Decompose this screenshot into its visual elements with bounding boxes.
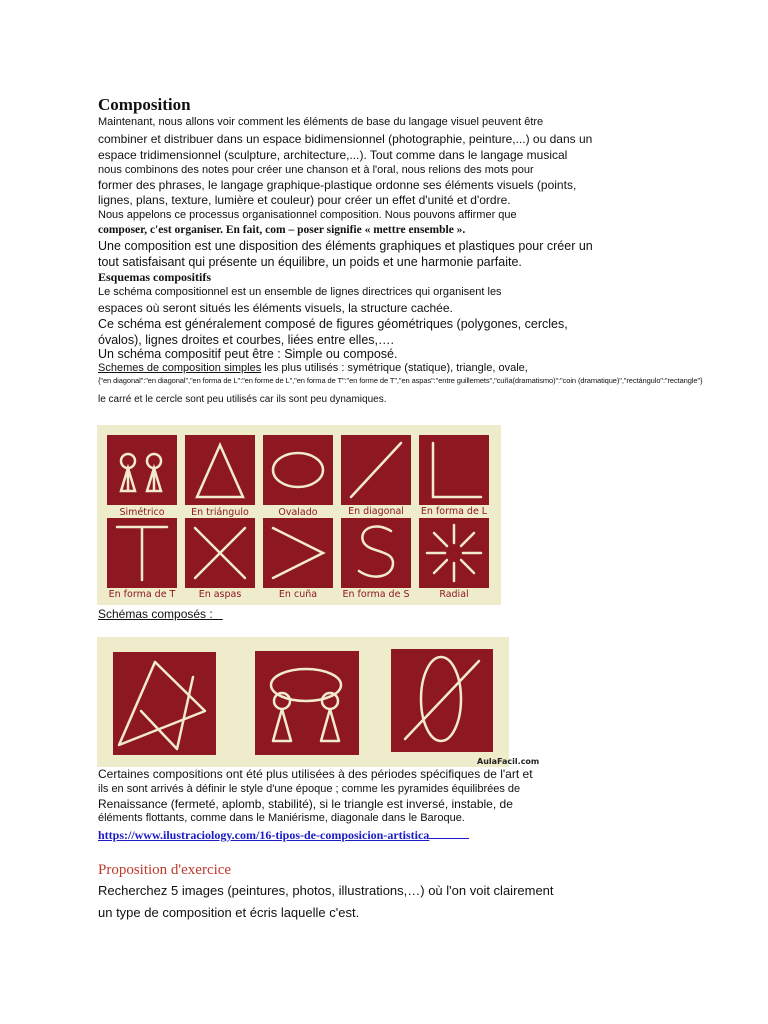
label-forma-l: En forma de L [420,506,488,517]
tile-composed-triangles [113,652,216,755]
definition-line-2: tout satisfaisant qui présente un équilibre, un poids et une harmonie parfaite. [98,255,522,269]
schema-line-5: Un schéma compositif peut être : Simple ou composé. [98,347,398,361]
rare-shapes-line: le carré et le cercle sont peu utilisés car ils sont peu dynamiques. [98,394,387,405]
period-line-3: Renaissance (fermeté, aplomb, stabilité), si le triangle est inversé, instable, de [98,797,513,811]
label-forma-t: En forma de T [108,589,176,600]
intro-line-5: former des phrases, le langage graphique-plastique ordonne ses éléments visuels (points, [98,178,577,192]
bold-definition-line: composer, c'est organiser. En fait, com – poser signifie « mettre ensemble ». [98,224,466,236]
composed-schemes-svg [97,637,540,767]
translation-line: {"en diagonal":"en diagonal","en forma de L":"en forme de L","en forma de T":"en forme de T","en aspas":"entre guillemets","cuña(dramatismo)":"coin (dramatique)","rectángulo":"rectangle"} [98,376,703,385]
tile-symmetric [107,435,177,505]
composed-schemes-figure [97,637,540,767]
period-line-1: Certaines compositions ont été plus utilisées à des périodes spécifiques de l'art et [98,767,533,781]
tile-l-shape [419,435,489,505]
reference-link-line [98,826,469,844]
definition-line-1: Une composition est une disposition des éléments graphiques et plastiques pour créer un [98,239,593,253]
page-title: Composition [98,95,191,114]
reference-link[interactable]: https://www.ilustraciology.com/16-tipos-de-composicion-artistica [98,828,430,842]
exercise-line-2: un type de composition et écris laquelle c'est. [98,905,360,920]
intro-line-7: Nous appelons ce processus organisationnel composition. Nous pouvons affirmer que [98,209,517,221]
exercise-line-1: Recherchez 5 images (peintures, photos, illustrations,…) où l'on voit clairement [98,883,554,898]
intro-line-3: espace tridimensionnel (sculpture, architecture,...). Tout comme dans le langage musical [98,148,568,162]
schema-line-4: óvalos), lignes droites et courbes, liées entre elles,…. [98,333,394,347]
link-underline-extension [429,826,469,839]
label-ovalado: Ovalado [278,507,318,518]
label-triangulo: En triángulo [191,507,249,518]
label-simetrico: Simétrico [119,507,165,518]
period-line-2: ils en sont arrivés à définir le style d'une époque ; comme les pyramides équilibrées de [98,783,521,795]
label-forma-s: En forma de S [342,589,410,600]
section-subtitle: Esquemas compositifs [98,270,212,284]
aulafacil-watermark: AulaFacil.com [477,757,540,766]
schema-line-2: espaces où seront situés les éléments visuels, la structure cachée. [98,301,453,315]
schema-line-3: Ce schéma est généralement composé de figures géométriques (polygones, cercles, [98,317,568,331]
label-cuna: En cuña [278,589,318,600]
simple-schemes-line [98,362,528,374]
tile-composed-symmetric [255,651,359,755]
label-diagonal: En diagonal [348,506,404,517]
composed-schemes-text: Schémas composés : [98,607,213,621]
simple-schemes-figure [97,425,501,605]
composed-schemes-label [98,607,223,621]
intro-line-1: Maintenant, nous allons voir comment les éléments de base du langage visuel peuvent être [98,116,544,128]
label-radial: Radial [439,589,469,600]
simple-schemes-label: Schemes de composition simples [98,362,262,374]
exercise-title: Proposition d'exercice [98,862,232,878]
intro-line-6: lignes, plans, texture, lumière et couleur) pour créer un effet d'unité et d'ordre. [98,193,511,207]
simple-schemes-svg [97,425,501,605]
intro-line-2: combiner et distribuer dans un espace bidimensionnel (photographie, peinture,...) ou dans un [98,132,593,146]
simple-schemes-rest: les plus utilisés : symétrique (statique), triangle, ovale, [261,362,528,374]
schema-line-1: Le schéma compositionnel est un ensemble de lignes directrices qui organisent les [98,286,502,298]
period-line-4: éléments flottants, comme dans le Maniérisme, diagonale dans le Baroque. [98,812,465,824]
intro-line-4: nous combinons des notes pour créer une chanson et à l'oral, nous relions des mots pour [98,164,534,176]
label-aspas: En aspas [198,589,242,600]
